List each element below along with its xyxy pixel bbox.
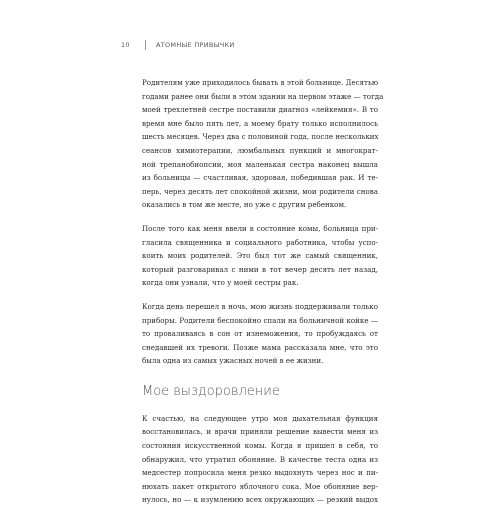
paragraph [142, 76, 384, 212]
text-line: восстановилась, и врачи приняли решение вывести меня из [142, 427, 378, 437]
text-line: Родителям уже приходилось бывать в этой больнице. Десятью [142, 78, 378, 87]
text-line: шесть месяцев. Через два с половиной года, после нескольких [142, 132, 379, 142]
paragraph [142, 222, 378, 290]
text-line: ной трепанобиопсии, моя маленькая сестра наконец вышла [142, 159, 378, 169]
paragraph [142, 300, 378, 368]
text-line: перь, через десять лет спокойной жизни, мои родители снова [142, 186, 378, 196]
text-line: медсестер попросила меня резко выдохнуть через нос и пи- [142, 468, 378, 478]
text-line: снедавшей их тревоги. Позже мама рассказала мне, что это [142, 342, 378, 352]
book-title: АТОМНЫЕ ПРИВЫЧКИ [156, 41, 235, 49]
text-line: моей трехлетней сестре поставили диагноз «лейкемия». В то [142, 105, 378, 115]
page-number: 10 [121, 41, 130, 49]
text-line: то проваливаясь в сон от изнеможения, то пробуждаясь от [142, 329, 378, 339]
text-line: К счастью, на следующее утро моя дыхательная функция [142, 413, 378, 423]
paragraph [142, 412, 378, 507]
text-line: обнаружил, что утратил обоняние. В качестве теста одна из [142, 454, 378, 464]
header-separator [145, 40, 146, 50]
text-line: нулось, но — к изумлению всех окружающих — резкий выдох [142, 495, 378, 505]
text-line: приборы. Родители беспокойно спали на больничной койке — [142, 315, 378, 325]
text-line: который разговаривал с ними в тот вечер десять лет назад, [142, 264, 378, 274]
text-line: когда они узнали, что у моей сестры рак. [142, 278, 299, 288]
text-line: После того как меня ввели в состояние комы, больница при- [142, 223, 378, 233]
text-line: из больницы — счастливая, здоровая, победившая рак. И те- [142, 173, 378, 183]
text-line: сеансов химиотерапии, люмбальных пункций и многократ- [142, 145, 378, 155]
section-paragraphs [142, 412, 378, 507]
body-paragraphs [142, 76, 384, 368]
section-heading: Мое выздоровление [142, 383, 280, 399]
text-line: была одна из самых ужасных ночей в ее жизни. [142, 356, 324, 366]
text-line: нюхать пакет открытого яблочного сока. Мое обоняние вер- [142, 481, 378, 491]
text-line: гласила священника и социального работника, чтобы успо- [142, 237, 378, 247]
text-line: оказались в том же месте, но уже с другим ребенком. [142, 200, 347, 210]
text-line: время мне было пять лет, а моему брату только исполнилось [142, 118, 378, 128]
running-head [121, 39, 235, 51]
text-line: годами ранее они были в этом здании на первом этаже — тогда [142, 91, 384, 101]
text-line: Когда день перешел в ночь, мою жизнь поддерживали только [142, 301, 378, 311]
page-content [142, 76, 384, 517]
text-line: состояния искусственной комы. Когда я пришел в себя, то [142, 441, 378, 451]
text-line: коить моих родителей. Это был тот же самый священник, [142, 251, 378, 261]
